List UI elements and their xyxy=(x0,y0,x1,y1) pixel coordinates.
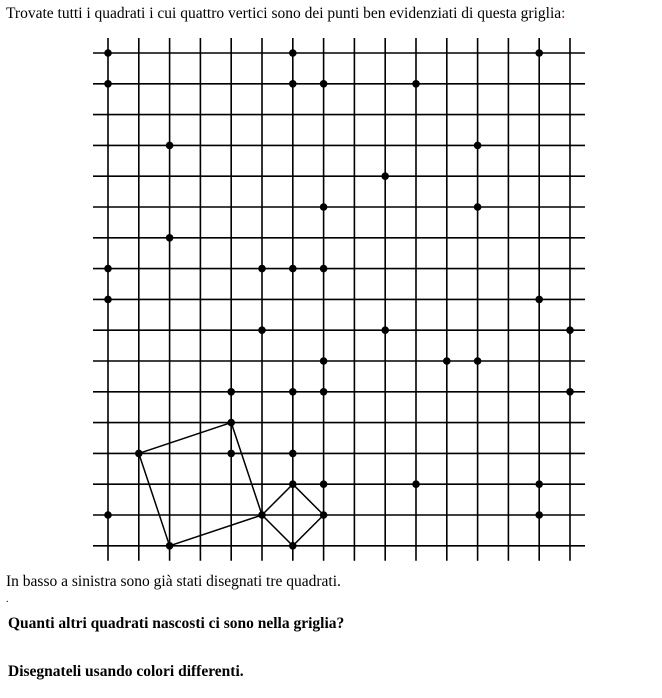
grid-point xyxy=(381,326,389,334)
grid-point xyxy=(289,80,297,88)
grid-point xyxy=(474,203,482,211)
grid-point xyxy=(258,326,266,334)
instruction-heading-text: Trovate tutti i quadrati i cui quattro vertici sono dei punti ben evidenziati di questa griglia xyxy=(6,5,562,22)
grid-point xyxy=(320,203,328,211)
grid-point xyxy=(104,265,112,273)
grid-point xyxy=(320,265,328,273)
drawing-instruction: Disegnateli usando colori differenti. xyxy=(8,663,244,680)
grid-point xyxy=(135,450,143,458)
grid-point xyxy=(289,388,297,396)
grid-point xyxy=(289,480,297,488)
grid-point xyxy=(258,265,266,273)
grid-point xyxy=(412,480,420,488)
grid-point xyxy=(104,80,112,88)
grid-point xyxy=(166,542,174,550)
grid-point xyxy=(320,511,328,519)
stray-dot: . xyxy=(6,594,9,605)
grid-point xyxy=(289,542,297,550)
grid-point xyxy=(166,142,174,150)
grid-point xyxy=(412,80,420,88)
grid-point xyxy=(258,511,266,519)
grid-point xyxy=(535,49,543,57)
grid-point xyxy=(474,357,482,365)
grid-point xyxy=(320,80,328,88)
question-text: Quanti altri quadrati nascosti ci sono nella griglia? xyxy=(8,615,345,632)
grid-point xyxy=(381,172,389,180)
prefilled-squares-note: In basso a sinistra sono già stati disegnati tre quadrati. xyxy=(6,573,341,590)
instruction-heading-colon: : xyxy=(561,5,566,22)
grid-point xyxy=(535,511,543,519)
grid-point xyxy=(227,419,235,427)
grid-point xyxy=(443,357,451,365)
grid-point xyxy=(474,142,482,150)
grid-point xyxy=(535,480,543,488)
grid-point xyxy=(289,49,297,57)
grid-point xyxy=(320,480,328,488)
grid-point xyxy=(320,388,328,396)
grid-point xyxy=(289,265,297,273)
grid-point xyxy=(104,511,112,519)
grid-point xyxy=(535,296,543,304)
grid-point xyxy=(104,49,112,57)
grid-point xyxy=(566,388,574,396)
grid-point xyxy=(289,450,297,458)
grid-point xyxy=(320,357,328,365)
grid-point xyxy=(166,234,174,242)
grid-point xyxy=(104,296,112,304)
grid-point xyxy=(227,450,235,458)
grid-point xyxy=(566,326,574,334)
grid-point xyxy=(227,388,235,396)
